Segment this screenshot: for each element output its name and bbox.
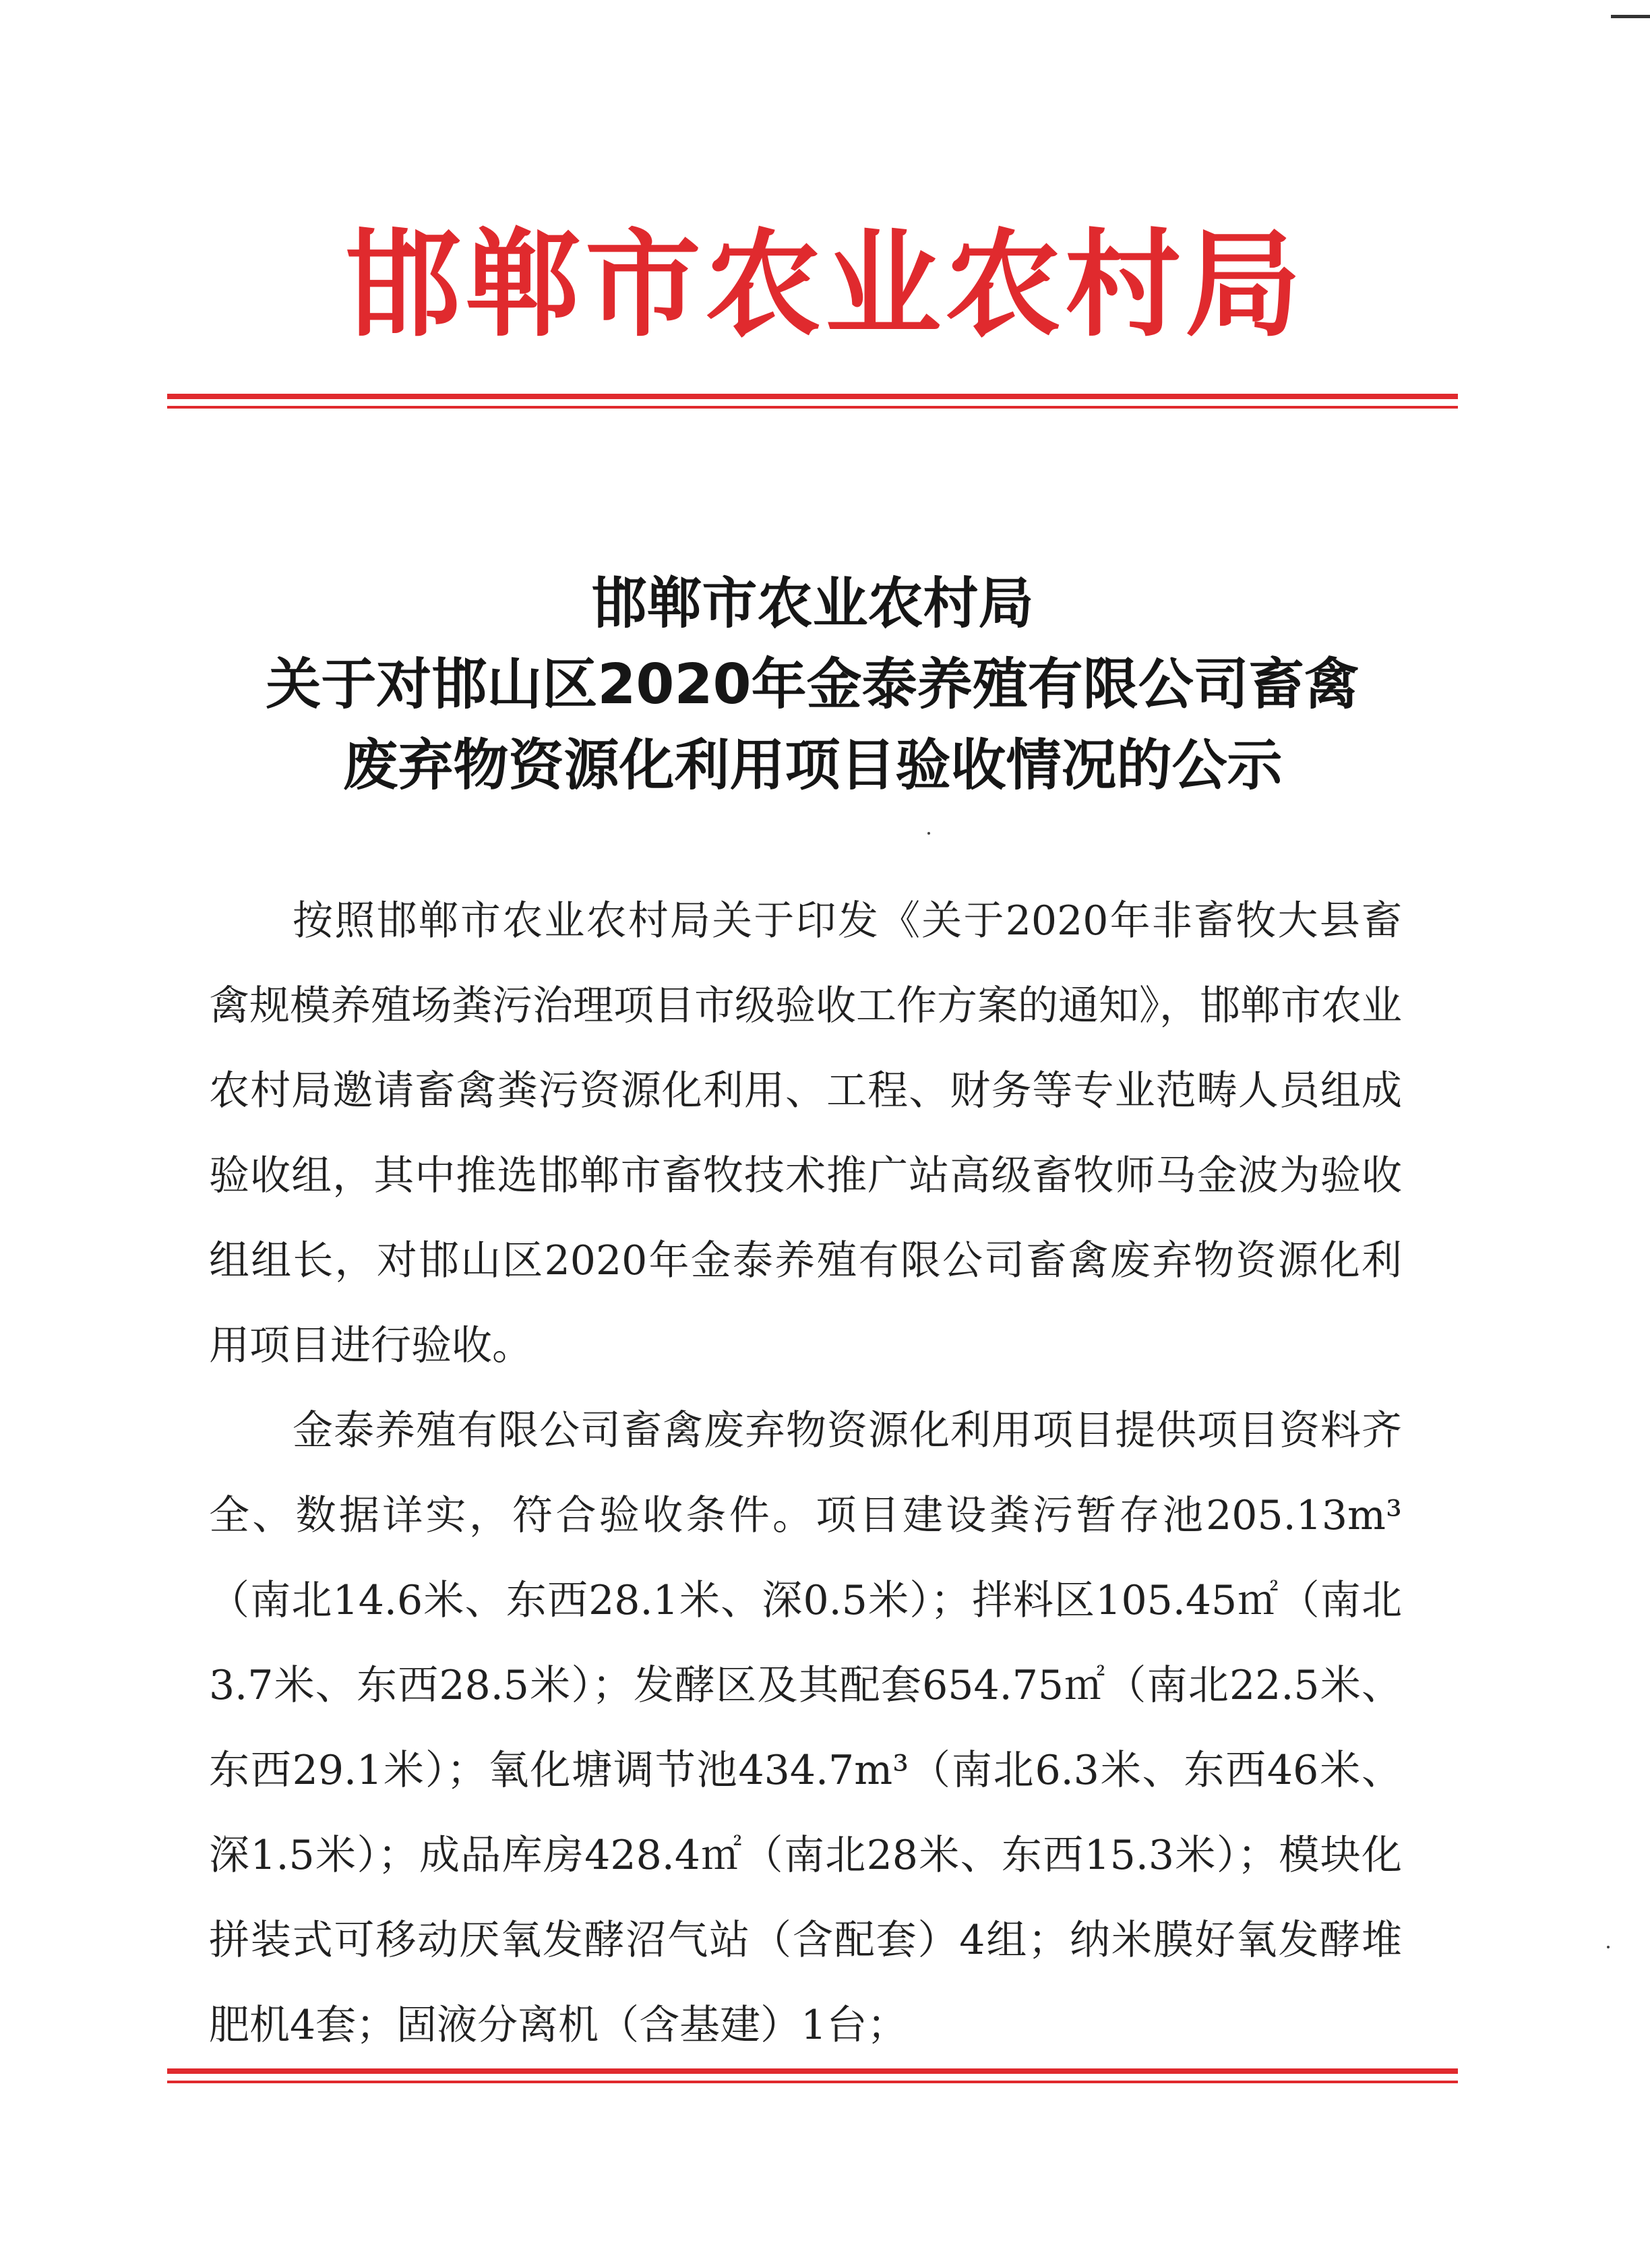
notice-title-line-1: 邯郸市农业农村局 — [591, 572, 1034, 636]
body-paragraph: 金泰养殖有限公司畜禽废弃物资源化利用项目提供项目资料齐全、数据详实，符合验收条件。项目建设粪污暂存池205.13m³（南北14.6米、东西28.1米、深0.5米）；拌料区105.45㎡（南北3.7米、东西28.5米）；发酵区及其配套654.75㎡（南北22.5米、东西29.1米）；氧化塘调节池434.7m³（南北6.3米、东西46米、深1.5米）；成品库房428.4㎡（南北28米、东西15.3米）；模块化拼装式可移动厌氧发酵沼气站（含配套）4组；纳米膜好氧发酵堆肥机4套；固液分离机（含基建）1台； — [209, 1407, 1402, 2049]
letterhead-red-rule — [167, 394, 1458, 409]
red-rule-thin-line — [167, 2081, 1458, 2083]
red-rule-thin-line — [167, 406, 1458, 409]
body-paragraph-2-block — [209, 1388, 1402, 2068]
scan-speck — [1607, 1946, 1610, 1948]
red-rule-thick-line — [167, 394, 1458, 399]
body-paragraph: 按照邯郸市农业农村局关于印发《关于2020年非畜牧大县畜禽规模养殖场粪污治理项目市级验收工作方案的通知》，邯郸市农业农村局邀请畜禽粪污资源化利用、工程、财务等专业范畴人员组成验收组，其中推选邯郸市畜牧技术推广站高级畜牧师马金波为验收组组长，对邯山区2020年金泰养殖有限公司畜禽废弃物资源化利用项目进行验收。 — [209, 897, 1402, 1369]
notice-title-line-2: 关于对邯山区2020年金泰养殖有限公司畜禽 — [266, 653, 1359, 717]
body-paragraph-1-block — [209, 878, 1402, 1388]
red-rule-thick-line — [167, 2068, 1458, 2074]
notice-title-line-3: 废弃物资源化利用项目验收情况的公示 — [342, 734, 1283, 798]
letterhead-org-name: 邯郸市农业农村局 — [345, 216, 1305, 353]
scan-speck — [927, 832, 930, 835]
scan-edge-mark — [1611, 15, 1650, 18]
footer-red-rule — [167, 2068, 1458, 2083]
